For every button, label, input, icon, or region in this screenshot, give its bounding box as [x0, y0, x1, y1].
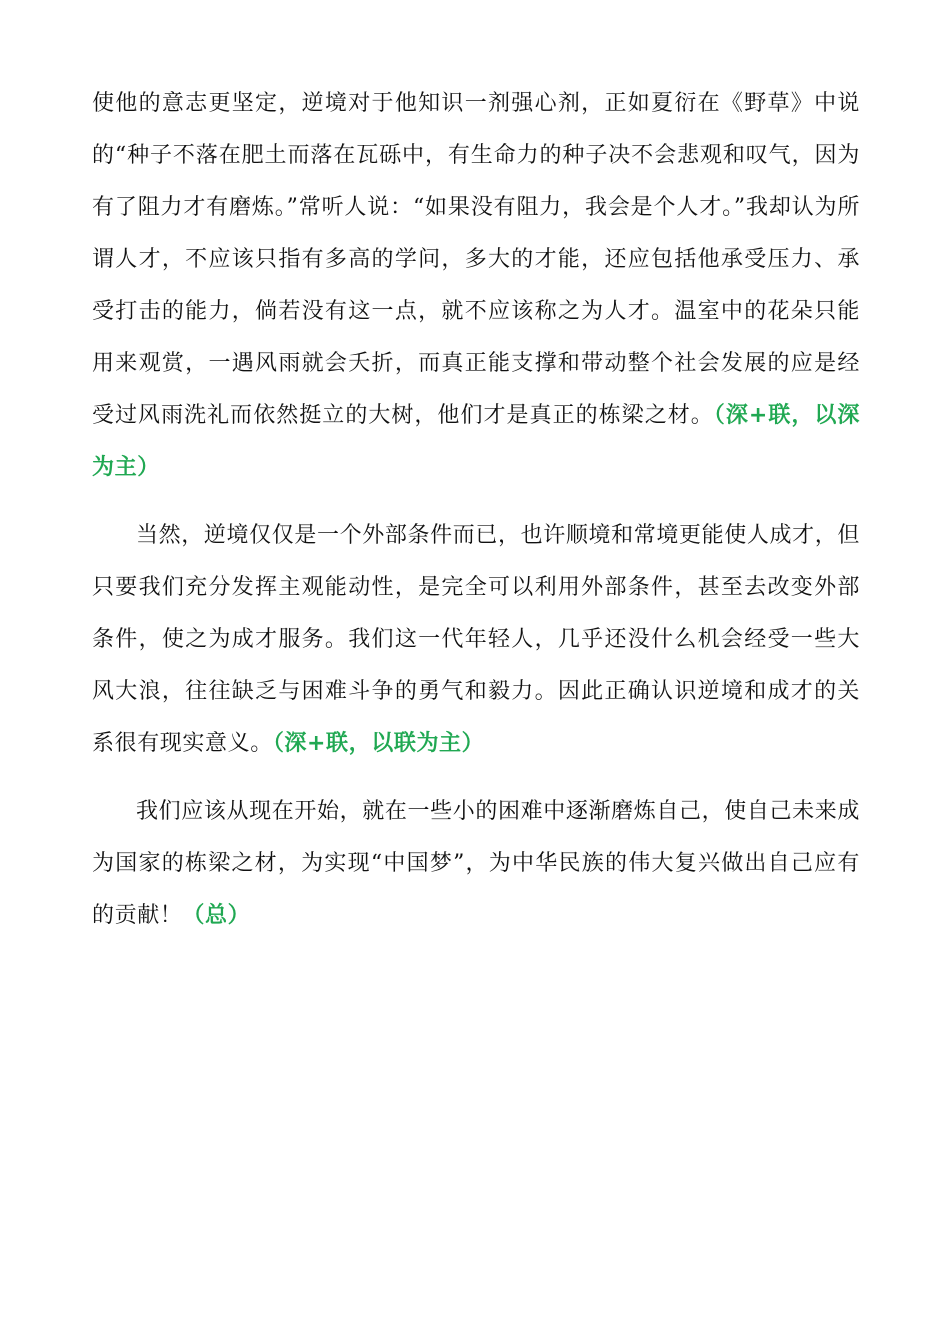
paragraph-3-text: 我们应该从现在开始，就在一些小的困难中逐渐磨炼自己，使自己未来成为国家的栋梁之材，为实现“中国梦”，为中华民族的伟大复兴做出自己应有的贡献！: [92, 799, 860, 928]
paragraph-1: [92, 78, 860, 494]
document-page: [92, 78, 860, 942]
paragraph-1-text: 使他的意志更坚定，逆境对于他知识一剂强心剂，正如夏衍在《野草》中说的“种子不落在肥土而落在瓦砾中，有生命力的种子决不会悲观和叹气，因为有了阻力才有磨炼。”常听人说：“如果没有阻力，我会是个人才。”我却认为所谓人才，不应该只指有多高的学问，多大的才能，还应包括他承受压力、承受打击的能力，倘若没有这一点，就不应该称之为人才。温室中的花朵只能用来观赏，一遇风雨就会夭折，而真正能支撑和带动整个社会发展的应是经受过风雨洗礼而依然挺立的大树，他们才是真正的栋梁之材。: [92, 91, 860, 428]
paragraph-3-annotation: （总）: [182, 903, 251, 928]
paragraph-2-text: 当然，逆境仅仅是一个外部条件而已，也许顺境和常境更能使人成才，但只要我们充分发挥主观能动性，是完全可以利用外部条件，甚至去改变外部条件，使之为成才服务。我们这一代年轻人，几乎还没什么机会经受一些大风大浪，往往缺乏与困难斗争的勇气和毅力。因此正确认识逆境和成才的关系很有现实意义。: [92, 523, 860, 756]
paragraph-2-annotation: （深+联，以联为主）: [272, 731, 485, 756]
paragraph-1-annotation: （深+联，以深为主）: [92, 403, 861, 480]
paragraph-2: [92, 510, 860, 770]
paragraph-3: [92, 786, 860, 942]
